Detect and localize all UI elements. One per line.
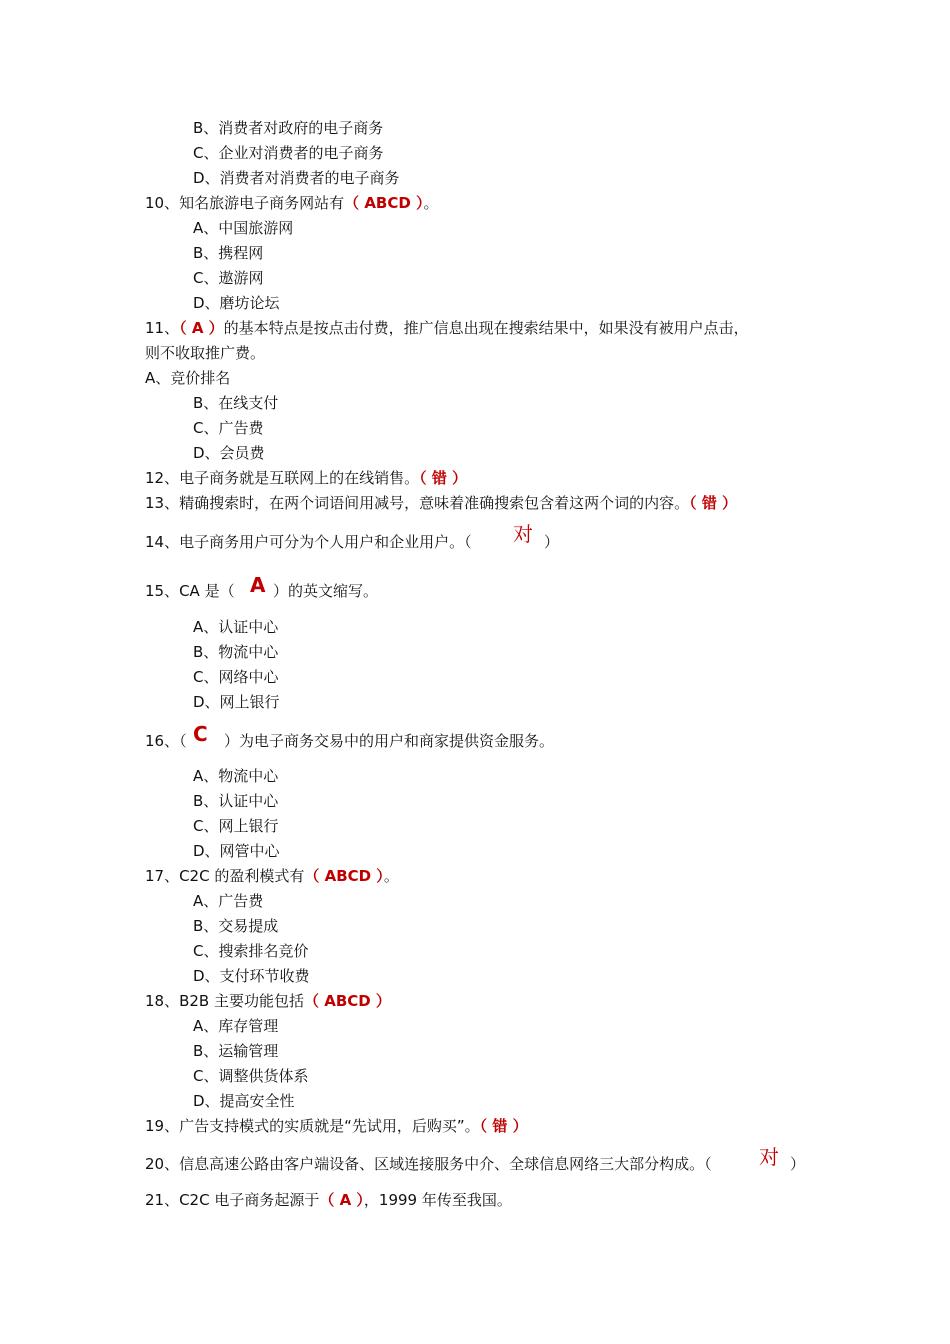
question-14-answer: 对: [513, 522, 533, 546]
question-17: [145, 866, 399, 886]
question-14-text: 14、电子商务用户可分为个人用户和企业用户。（: [145, 533, 472, 551]
q16-option-c: C、网上银行: [193, 817, 279, 835]
answer: （ ABCD ）: [303, 992, 391, 1010]
question-text-end: ，1999 年传至我国。: [363, 1191, 512, 1209]
question-text-end: 。: [383, 867, 399, 885]
answer: （ 错 ）: [479, 1117, 528, 1135]
question-number: 11、: [145, 319, 180, 337]
q10-option-b: B、携程网: [193, 244, 264, 262]
q16-option-b: B、认证中心: [193, 792, 279, 810]
question-16-text-end: ）为电子商务交易中的用户和商家提供资金服务。: [224, 732, 555, 750]
q10-option-d: D、磨坊论坛: [193, 294, 280, 312]
question-15-text-end: ）的英文缩写。: [273, 582, 379, 600]
q11-option-d: D、会员费: [193, 444, 265, 462]
question-21: [145, 1190, 512, 1210]
answer: （ A ）: [319, 1191, 364, 1209]
q15-option-a: A、认证中心: [193, 618, 279, 636]
q18-option-b: B、运输管理: [193, 1042, 279, 1060]
question-text: 17、C2C 的盈利模式有: [145, 867, 305, 885]
q18-option-c: C、调整供货体系: [193, 1067, 309, 1085]
question-13: [145, 493, 737, 513]
question-16-text: 16、（: [145, 732, 187, 750]
q16-option-d: D、网管中心: [193, 842, 280, 860]
question-16-answer: C: [193, 722, 208, 746]
q11-option-a: A、竞价排名: [145, 369, 231, 387]
q9-option-c: C、企业对消费者的电子商务: [193, 144, 384, 162]
question-11: [145, 318, 749, 338]
question-15-answer: A: [250, 573, 266, 597]
question-text: 21、C2C 电子商务起源于: [145, 1191, 320, 1209]
answer: （ ABCD ）: [304, 867, 384, 885]
answer: （ 错 ）: [419, 469, 468, 487]
q18-option-d: D、提高安全性: [193, 1092, 295, 1110]
question-text-end: 。: [423, 194, 439, 212]
q17-option-d: D、支付环节收费: [193, 967, 310, 985]
q16-option-a: A、物流中心: [193, 767, 279, 785]
question-text: 的基本特点是按点击付费，推广信息出现在搜索结果中，如果没有被用户点击，: [223, 319, 749, 337]
answer: （ ABCD ）: [344, 194, 424, 212]
q17-option-b: B、交易提成: [193, 917, 279, 935]
q17-option-c: C、搜索排名竞价: [193, 942, 309, 960]
q10-option-c: C、遨游网: [193, 269, 264, 287]
q10-option-a: A、中国旅游网: [193, 219, 294, 237]
answer: （ 错 ）: [689, 494, 738, 512]
question-20-close: ）: [790, 1155, 806, 1173]
question-text: 19、广告支持模式的实质就是“先试用，后购买”。: [145, 1117, 480, 1135]
answer: （ A ）: [179, 319, 224, 337]
q11-option-b: B、在线支付: [193, 394, 279, 412]
q9-option-b: B、消费者对政府的电子商务: [193, 119, 384, 137]
question-19: [145, 1116, 528, 1136]
question-18: [145, 991, 391, 1011]
question-text: 10、知名旅游电子商务网站有: [145, 194, 345, 212]
question-14-close: ）: [544, 533, 560, 551]
question-20-answer: 对: [759, 1145, 779, 1169]
q11-option-c: C、广告费: [193, 419, 264, 437]
q15-option-d: D、网上银行: [193, 693, 280, 711]
question-15-text: 15、CA 是（: [145, 582, 235, 600]
q17-option-a: A、广告费: [193, 892, 264, 910]
question-10: [145, 193, 439, 213]
question-text: 12、电子商务就是互联网上的在线销售。: [145, 469, 420, 487]
question-20-text: 20、信息高速公路由客户端设备、区域连接服务中介、全球信息网络三大部分构成。（: [145, 1155, 712, 1173]
question-text: 13、精确搜索时，在两个词语间用减号，意味着准确搜索包含着这两个词的内容。: [145, 494, 690, 512]
q18-option-a: A、库存管理: [193, 1017, 279, 1035]
question-12: [145, 468, 467, 488]
q15-option-b: B、物流中心: [193, 643, 279, 661]
q9-option-d: D、消费者对消费者的电子商务: [193, 169, 400, 187]
question-text: 18、B2B 主要功能包括: [145, 992, 304, 1010]
question-11-continued: 则不收取推广费。: [145, 344, 266, 362]
q15-option-c: C、网络中心: [193, 668, 279, 686]
